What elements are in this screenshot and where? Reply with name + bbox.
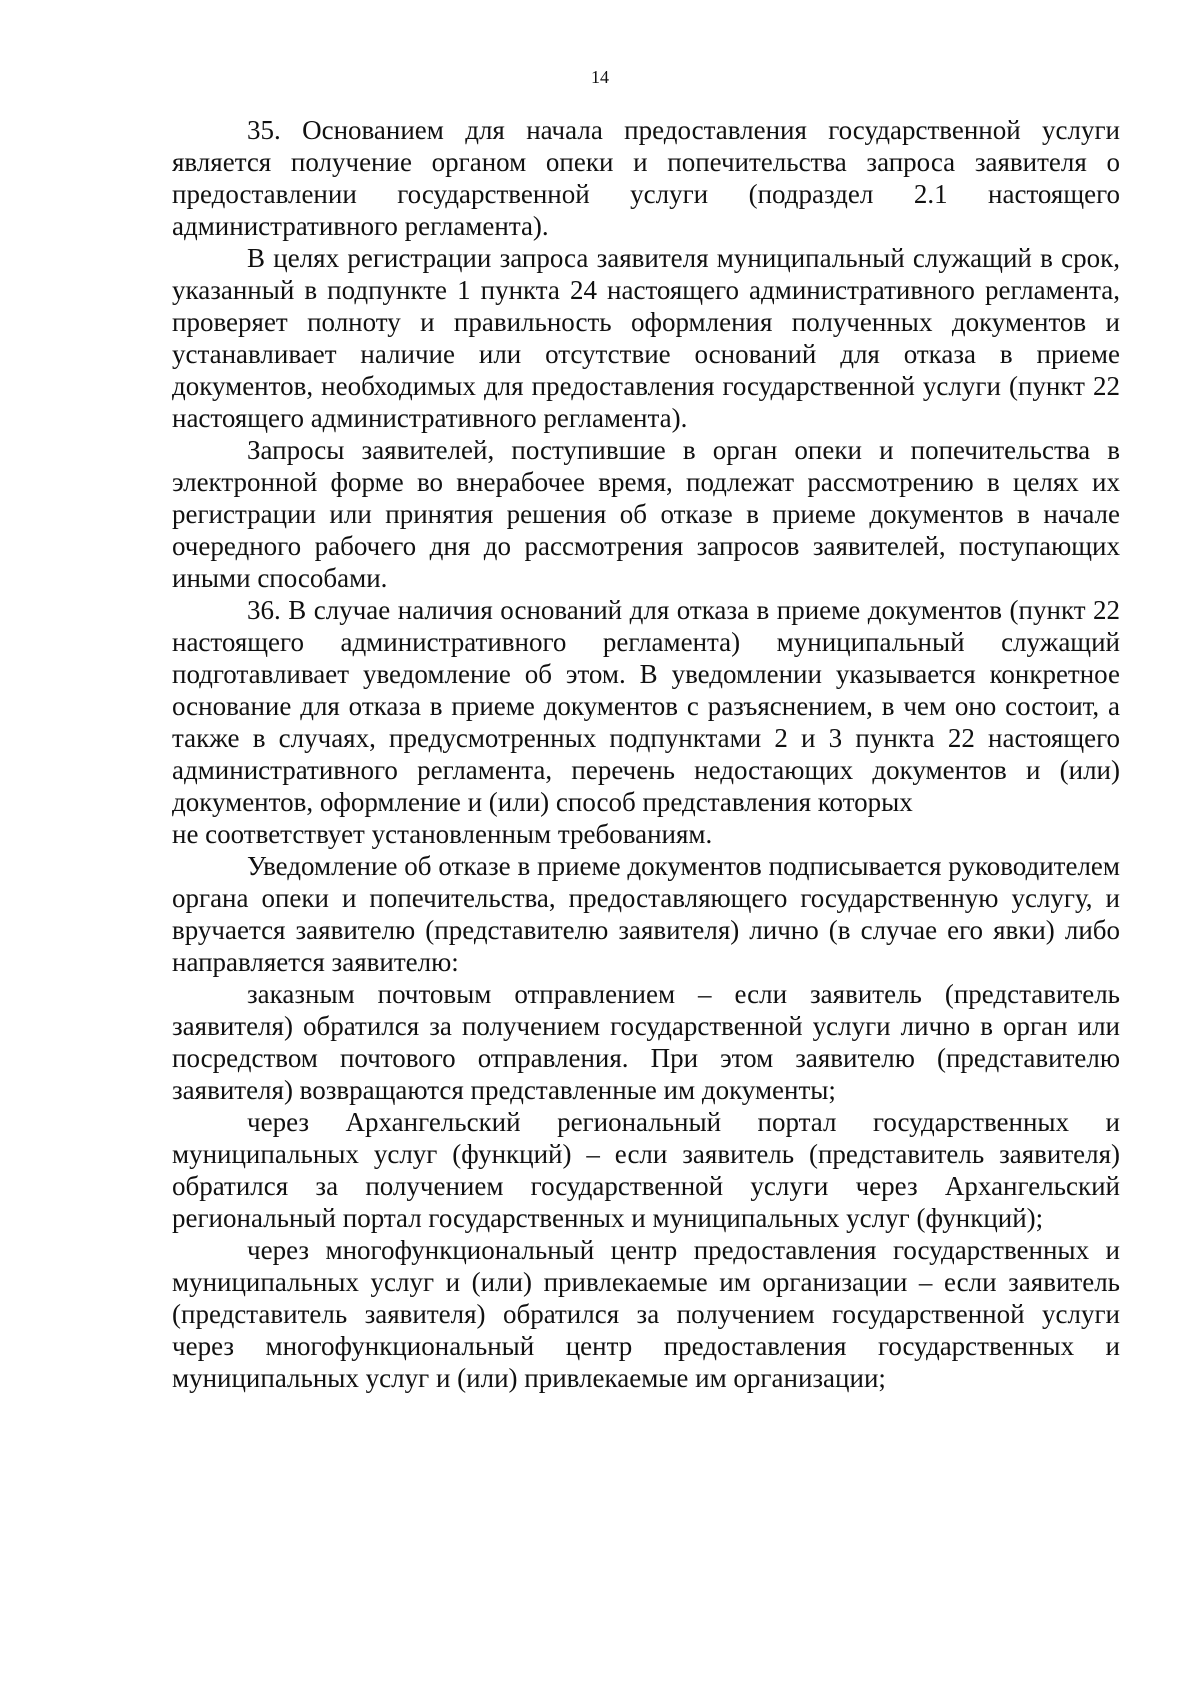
paragraph-35: 35. Основанием для начала предоставления государственной услуги является получение органом опеки и попечительства запроса заявителя о предоставлении государственной услуги (подраздел 2.1 настоящего административного регламента). (172, 115, 1120, 241)
document-body (172, 114, 1120, 1394)
page-number: 14 (591, 67, 609, 87)
paragraph-electronic-requests: Запросы заявителей, поступившие в орган опеки и попечительства в электронной форме во внерабочее время, подлежат рассмотрению в целях их регистрации или принятия решения об отказе в приеме документов в начале очередного рабочего дня до рассмотрения запросов заявителей, поступающих иными способами. (172, 435, 1120, 593)
paragraph-continuation: не соответствует установленным требованиям. (172, 819, 713, 849)
paragraph-registration: В целях регистрации запроса заявителя муниципальный служащий в срок, указанный в подпункте 1 пункта 24 настоящего административного регламента, проверяет полноту и правильность оформления полученных документов и устанавливает наличие или отсутствие оснований для отказа в приеме документов, необходимых для предоставления государственной услуги (пункт 22 настоящего административного регламента). (172, 243, 1120, 433)
paragraph-registered-mail: заказным почтовым отправлением – если заявитель (представитель заявителя) обратился за получением государственной услуги лично в орган или посредством почтового отправления. При этом заявителю (представителю заявителя) возвращаются представленные им документы; (172, 979, 1120, 1105)
paragraph-36: 36. В случае наличия оснований для отказа в приеме документов (пункт 22 настоящего административного регламента) муниципальный служащий подготавливает уведомление об этом. В уведомлении указывается конкретное основание для отказа в приеме документов с разъяснением, в чем оно состоит, а также в случаях, предусмотренных подпунктами 2 и 3 пункта 22 настоящего административного регламента, перечень недостающих документов и (или) документов, оформление и (или) способ представления которых (172, 595, 1120, 817)
paragraph-regional-portal: через Архангельский региональный портал государственных и муниципальных услуг (функций) – если заявитель (представитель заявителя) обратился за получением государственной услуги через Архангельский региональный портал государственных и муниципальных услуг (функций); (172, 1107, 1120, 1233)
paragraph-mfc: через многофункциональный центр предоставления государственных и муниципальных услуг и (или) привлекаемые им организации – если заявитель (представитель заявителя) обратился за получением государственной услуги через многофункциональный центр предоставления государственных и муниципальных услуг и (или) привлекаемые им организации; (172, 1235, 1120, 1393)
paragraph-notification: Уведомление об отказе в приеме документов подписывается руководителем органа опеки и попечительства, предоставляющего государственную услугу, и вручается заявителю (представителю заявителя) лично (в случае его явки) либо направляется заявителю: (172, 851, 1120, 977)
